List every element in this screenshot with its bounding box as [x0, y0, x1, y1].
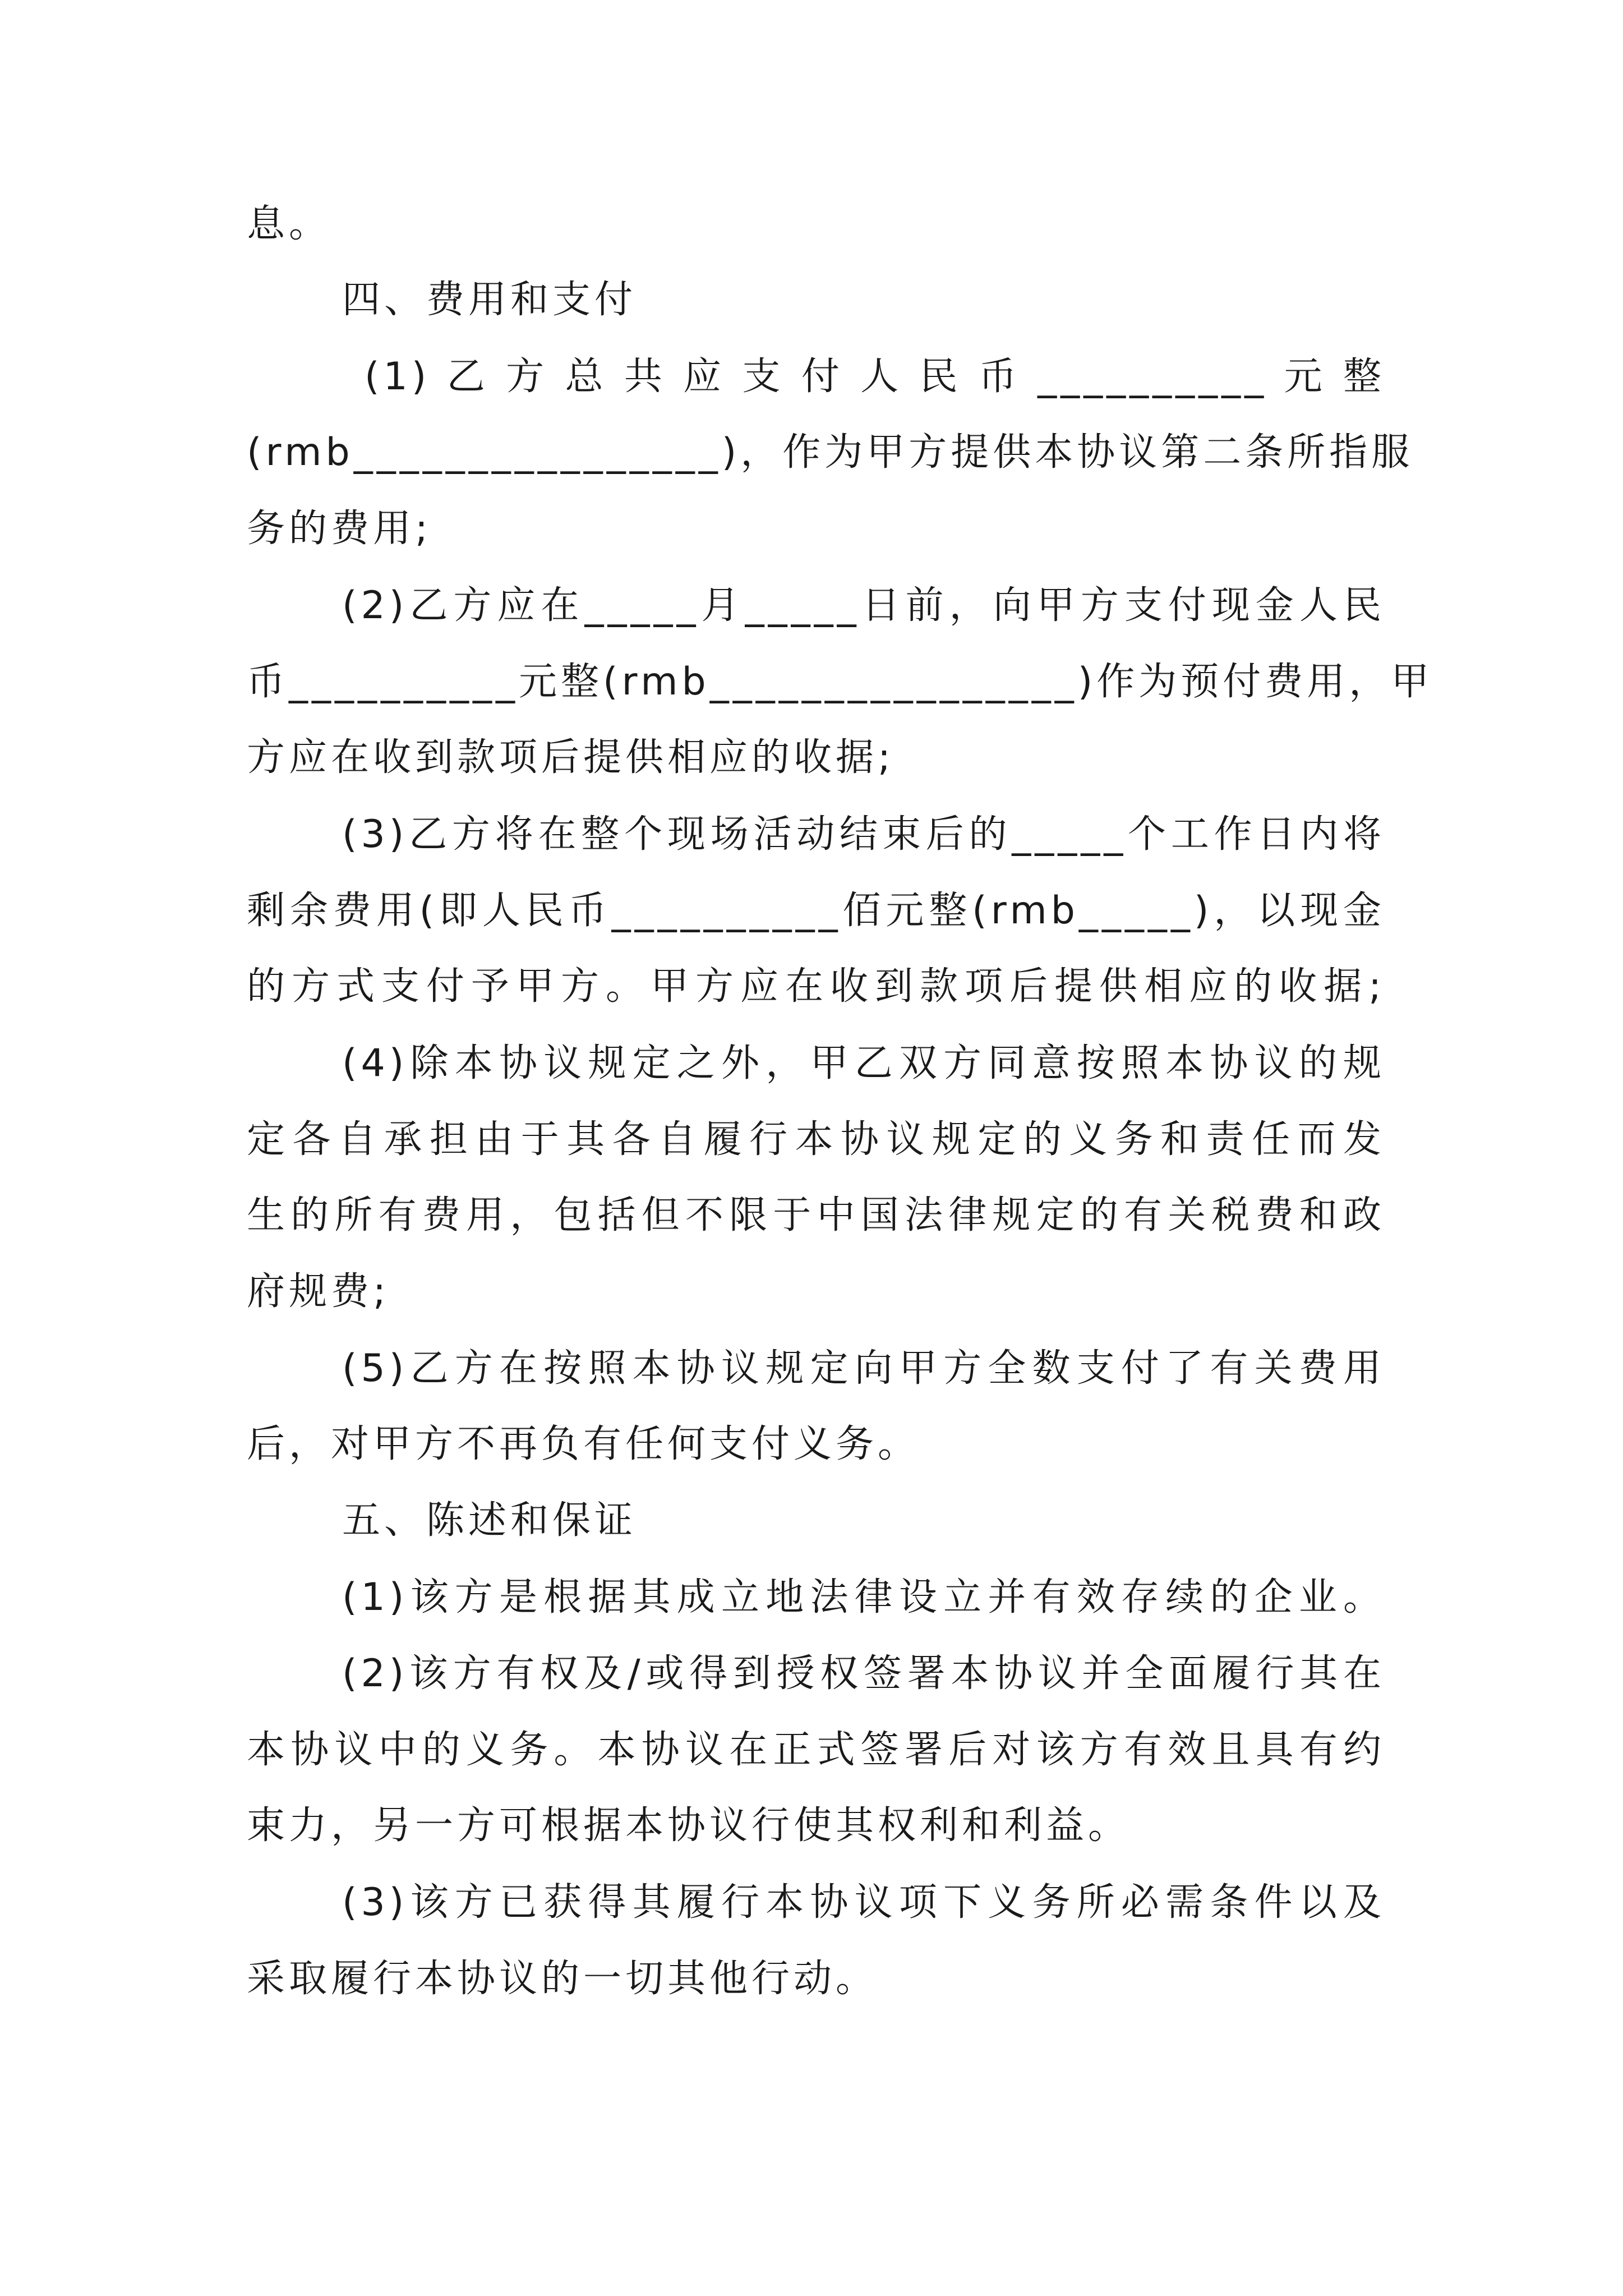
text-line: (5)乙方在按照本协议规定向甲方全数支付了有关费用 — [342, 1346, 1385, 1391]
text-line: 后，对甲方不再负有任何支付义务。 — [247, 1422, 920, 1466]
text-line: (2)该方有权及/或得到授权签署本协议并全面履行其在 — [342, 1651, 1385, 1696]
text-line: (3)乙方将在整个现场活动结束后的_____个工作日内将 — [342, 812, 1385, 857]
text-line: (1)该方是根据其成立地法律设立并有效存续的企业。 — [342, 1575, 1385, 1619]
text-line: 的方式支付予甲方。甲方应在收到款项后提供相应的收据; — [247, 964, 1385, 1009]
text-line: (3)该方已获得其履行本协议项下义务所必需条件以及 — [342, 1880, 1385, 1925]
text-line: 务的费用; — [247, 507, 432, 551]
text-line: 息。 — [247, 202, 331, 246]
text-line: 方应在收到款项后提供相应的收据; — [247, 735, 895, 780]
text-line: (4)除本协议规定之外，甲乙双方同意按照本协议的规 — [342, 1041, 1385, 1085]
text-line: 生的所有费用，包括但不限于中国法律规定的有关税费和政 — [247, 1193, 1385, 1237]
text-line: 束力，另一方可根据本协议行使其权利和利益。 — [247, 1803, 1131, 1848]
text-line: 采取履行本协议的一切其他行动。 — [247, 1957, 878, 2001]
text-line: (rmb________________)，作为甲方提供本协议第二条所指服 — [247, 430, 1414, 475]
section-heading-fees: 四、费用和支付 — [342, 278, 637, 322]
section-heading-representations: 五、陈述和保证 — [342, 1498, 637, 1543]
text-line: 剩余费用(即人民币__________佰元整(rmb_____)，以现金 — [247, 889, 1385, 933]
text-line: 府规费; — [247, 1269, 390, 1314]
text-line: 本协议中的义务。本协议在正式签署后对该方有效且具有约 — [247, 1728, 1385, 1772]
text-line: (2)乙方应在_____月_____日前，向甲方支付现金人民 — [342, 583, 1385, 628]
text-line: 币__________元整(rmb________________)作为预付费用，甲 — [247, 660, 1433, 704]
text-line: (1) 乙 方 总 共 应 支 付 人 民 币 __________ 元 整 — [365, 355, 1385, 399]
text-line: 定各自承担由于其各自履行本协议规定的义务和责任而发 — [247, 1117, 1385, 1162]
